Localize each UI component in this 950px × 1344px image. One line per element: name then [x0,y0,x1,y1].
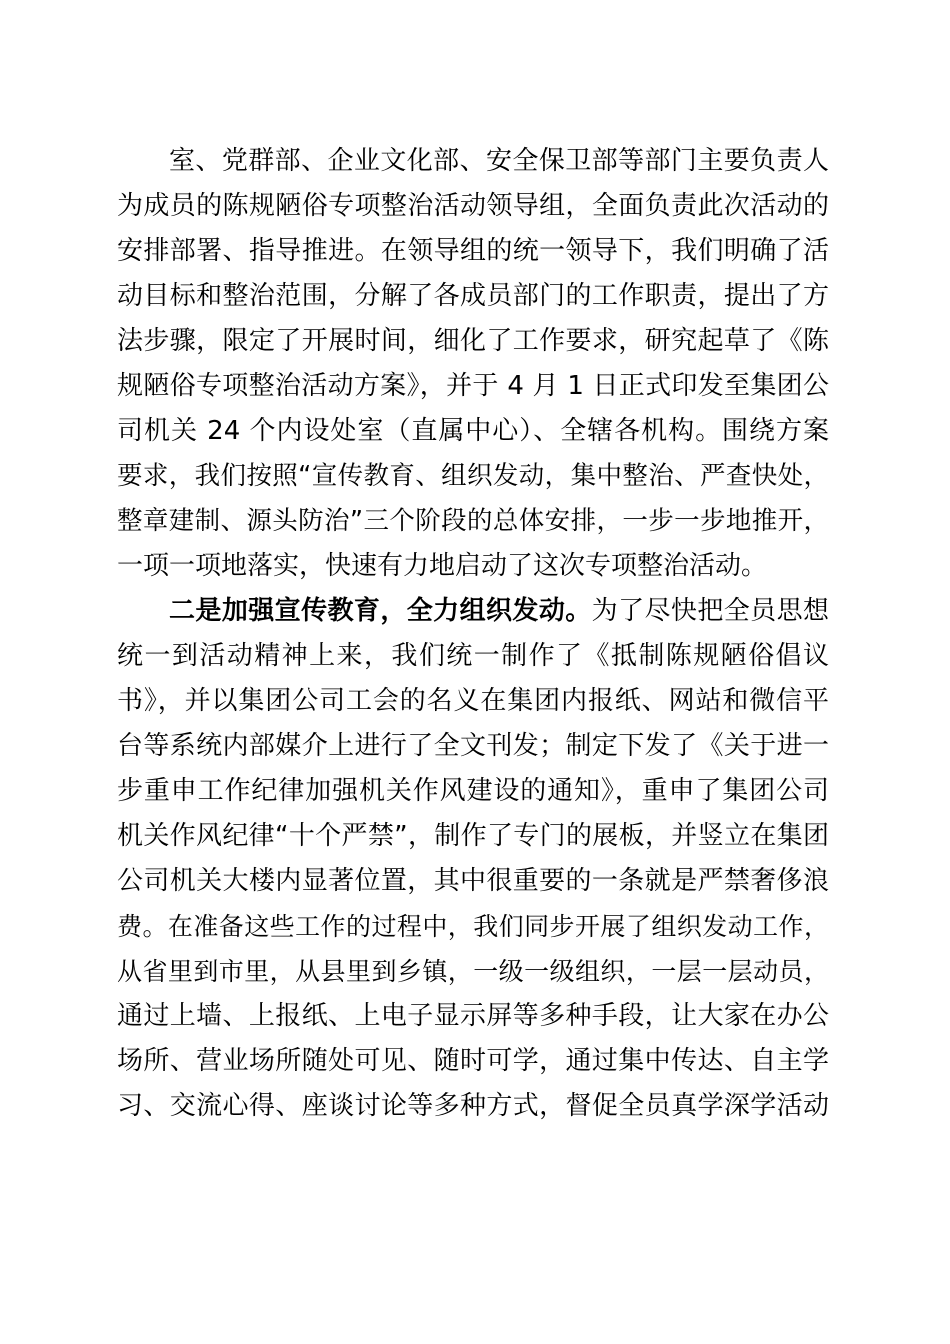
text-line: 法步骤，限定了开展时间，细化了工作要求，研究起草了《陈 [117,326,829,356]
bold-heading: 二是加强宣传教育，全力组织发动。 [169,596,592,626]
text-line: 司机关 24 个内设处室（直属中心）、全辖各机构。围绕方案 [117,416,829,446]
text-line: 一项一项地落实，快速有力地启动了这次专项整治活动。 [117,551,768,581]
text-line: 书》，并以集团公司工会的名义在集团内报纸、网站和微信平 [117,686,829,716]
text-line: 从省里到市里，从县里到乡镇，一级一级组织，一层一层动员， [117,957,829,986]
text-line: 机关作风纪律“十个严禁”，制作了专门的展板，并竖立在集团 [117,821,829,851]
text-line: 规陋俗专项整治活动方案》，并于 4 月 1 日正式印发至集团公 [117,371,829,401]
text-line: 台等系统内部媒介上进行了全文刊发；制定下发了《关于进一 [117,731,829,761]
text-line [117,589,829,634]
text-line: 费。在准备这些工作的过程中，我们同步开展了组织发动工作， [117,912,829,941]
text-line: 习、交流心得、座谈讨论等多种方式，督促全员真学深学活动 [117,1091,829,1121]
text-line: 安排部署、指导推进。在领导组的统一领导下，我们明确了活 [117,236,829,266]
text-line: 步重申工作纪律加强机关作风建设的通知》，重申了集团公司 [117,776,829,806]
text-line-rest: 为了尽快把全员思想 [591,596,829,626]
text-line: 室、党群部、企业文化部、安全保卫部等部门主要负责人 [169,146,829,176]
body-text [117,139,829,1129]
text-line: 整章建制、源头防治”三个阶段的总体安排，一步一步地推开， [117,506,829,536]
text-line: 公司机关大楼内显著位置，其中很重要的一条就是严禁奢侈浪 [117,866,829,896]
text-line: 通过上墙、上报纸、上电子显示屏等多种手段，让大家在办公 [117,1001,829,1031]
text-line: 统一到活动精神上来，我们统一制作了《抵制陈规陋俗倡议 [117,641,829,671]
text-line: 要求，我们按照“宣传教育、组织发动，集中整治、严查快处， [117,461,829,491]
text-line: 为成员的陈规陋俗专项整治活动领导组，全面负责此次活动的 [117,191,829,221]
text-line: 场所、营业场所随处可见、随时可学，通过集中传达、自主学 [117,1046,829,1076]
text-line: 动目标和整治范围，分解了各成员部门的工作职责，提出了方 [117,281,829,311]
